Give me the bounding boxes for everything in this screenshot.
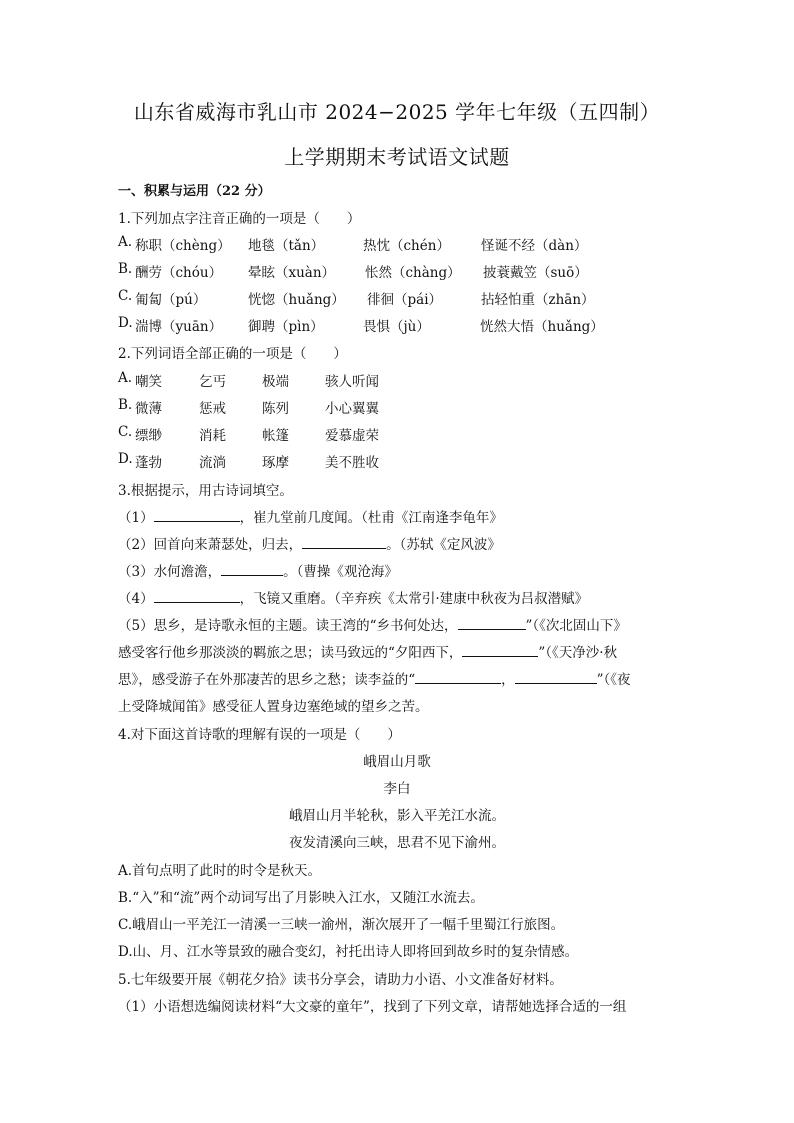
q3-sub3-number: （3） (118, 564, 154, 580)
q3-sub2-post: 。（苏轼《定风波》 (386, 537, 501, 553)
q3-sub3 (118, 560, 398, 580)
q1-option-d-item: 恍然大悟（huǎng） (480, 319, 604, 335)
q1-option-c-label: C. (118, 288, 133, 304)
section-heading: 一、积累与运用（22 分） (118, 184, 271, 199)
q3-sub5-text: 感受客行他乡那淡淡的羁旅之思；读马致远的“夕阳西下， (118, 645, 463, 661)
q1-stem: 1.下列加点字注音正确的一项是（ ） (118, 211, 361, 227)
q1-option-d-item: 御聘（pìn） (248, 319, 324, 335)
q1-option-a-label: A. (118, 234, 133, 250)
q3-sub5-text: ”（《天净沙·秋 (538, 645, 618, 661)
q1-option-a-item: 热忱（chén） (363, 238, 450, 254)
q3-sub3-pre: 水何澹澹， (153, 564, 222, 580)
q1-option-c-item: 徘徊（pái） (367, 292, 443, 308)
q2-option-b-item: 小心翼翼 (325, 401, 379, 417)
q3-sub4 (118, 587, 588, 607)
exam-title-line2: 上学期期末考试语文试题 (284, 145, 510, 169)
answer-blank[interactable] (154, 509, 240, 522)
q4-option-a: A.首句点明了此时的时令是秋天。 (118, 863, 322, 879)
poem-line: 峨眉山月半轮秋，影入平羌江水流。 (289, 808, 505, 824)
q2-option-a-label: A. (118, 370, 133, 386)
q1-option-b-item: 披蓑戴笠（suō） (483, 265, 588, 281)
q1-option-c-item: 匍匐（pú） (135, 292, 207, 308)
q3-sub3-post: 。（曹操《观沧海》 (283, 564, 398, 580)
answer-blank[interactable] (302, 536, 386, 549)
q3-sub4-text: ，飞镜又重磨。（辛弃疾《太常引·建康中秋夜为吕叔潜赋》 (239, 591, 589, 607)
q3-sub2-pre: 回首向来萧瑟处，归去， (153, 537, 303, 553)
q2-option-d-label: D. (118, 451, 133, 467)
q3-sub2 (118, 533, 501, 553)
q3-sub1 (118, 506, 503, 526)
q1-option-c-item: 拈轻怕重（zhān） (481, 292, 595, 308)
q5-stem: 5.七年级要开展《朝花夕拾》读书分享会，请助力小语、小文准备好材料。 (118, 972, 563, 988)
q4-stem: 4.对下面这首诗歌的理解有误的一项是（ ） (118, 727, 401, 743)
q3-sub5-line4: 上受降城闻笛》感受征人置身边塞绝域的望乡之苦。 (118, 699, 429, 715)
q2-option-a-item: 极端 (262, 374, 289, 390)
q1-option-a-item: 怪诞不经（dàn） (481, 238, 588, 254)
q3-sub4-number: （4） (118, 591, 154, 607)
q2-option-c-item: 缥缈 (135, 428, 162, 444)
q3-sub5-text: ”（《次北固山下》 (525, 618, 627, 634)
q3-sub2-number: （2） (118, 537, 154, 553)
q1-option-c-item: 恍惚（huǎng） (248, 292, 345, 308)
exam-title-line1: 山东省威海市乳山市 2024−2025 学年七年级（五四制） (133, 100, 661, 124)
q3-sub5-text: 思》，感受游子在外那凄苦的思乡之愁；读李益的“ (118, 672, 416, 688)
q2-option-d-item: 美不胜收 (325, 455, 379, 471)
q3-sub5-number: （5） (118, 618, 154, 634)
q3-stem: 3.根据提示，用古诗词填空。 (118, 483, 293, 499)
poem-title: 峨眉山月歌 (363, 754, 431, 770)
q3-sub5-line1 (118, 614, 627, 634)
q2-option-c-item: 帐篷 (262, 428, 289, 444)
answer-blank[interactable] (462, 644, 538, 657)
q1-option-a-item: 称职（chèng） (135, 238, 231, 254)
q3-sub1-text: ，崔九堂前几度闻。（杜甫《江南逢李龟年》 (239, 510, 503, 526)
q3-sub1-number: （1） (118, 510, 154, 526)
q2-option-c-label: C. (118, 424, 133, 440)
q4-option-d: D.山、月、江水等景致的融合变幻，衬托出诗人即将回到故乡时的复杂情感。 (118, 944, 579, 960)
answer-blank[interactable] (515, 671, 597, 684)
q2-option-a-item: 乞丐 (199, 374, 226, 390)
answer-blank[interactable] (154, 590, 240, 603)
q2-option-b-item: 陈列 (262, 401, 289, 417)
q2-option-d-item: 琢摩 (262, 455, 289, 471)
q1-option-b-item: 怅然（chàng） (365, 265, 461, 281)
q4-option-c: C.峨眉山一平羌江一清溪一三峡一渝州，渐次展开了一幅千里蜀江行旅图。 (118, 917, 565, 933)
q2-stem: 2.下列词语全部正确的一项是（ ） (118, 346, 347, 362)
q2-option-a-item: 骇人听闻 (325, 374, 379, 390)
q3-sub5-text: ”（《夜 (596, 672, 631, 688)
q2-option-a-item: 嘲笑 (135, 374, 162, 390)
answer-blank[interactable] (415, 671, 501, 684)
q3-sub5-line2 (118, 641, 617, 661)
q3-sub5-text: 思乡，是诗歌永恒的主题。读王湾的“乡书何处达， (153, 618, 458, 634)
q1-option-d-item: 湍博（yuān） (135, 319, 223, 335)
q2-option-b-item: 微薄 (135, 401, 162, 417)
q3-sub5-text: ， (501, 672, 515, 688)
q2-option-c-item: 消耗 (199, 428, 226, 444)
q3-sub5-line3 (118, 668, 631, 688)
q2-option-d-item: 蓬勃 (135, 455, 162, 471)
answer-blank[interactable] (221, 563, 283, 576)
poem-author: 李白 (383, 781, 411, 797)
q4-option-b: B.“入”和“流”两个动词写出了月影映入江水，又随江水流去。 (118, 890, 484, 906)
q1-option-b-label: B. (118, 261, 133, 277)
poem-line: 夜发清溪向三峡，思君不见下渝州。 (289, 835, 505, 851)
q2-option-d-item: 流淌 (199, 455, 226, 471)
q1-option-b-item: 晕眩（xuàn） (248, 265, 336, 281)
q1-option-a-item: 地毯（tǎn） (248, 238, 325, 254)
q2-option-b-item: 惩戒 (199, 401, 226, 417)
q1-option-d-item: 畏惧（jù） (363, 319, 430, 335)
q5-sub1: （1）小语想选编阅读材料“大文豪的童年”，找到了下列文章，请帮她选择合适的一组 (118, 999, 627, 1015)
q1-option-d-label: D. (118, 315, 133, 331)
q2-option-c-item: 爱慕虚荣 (325, 428, 379, 444)
answer-blank[interactable] (458, 617, 526, 630)
q2-option-b-label: B. (118, 397, 133, 413)
q1-option-b-item: 酬劳（chóu） (135, 265, 223, 281)
